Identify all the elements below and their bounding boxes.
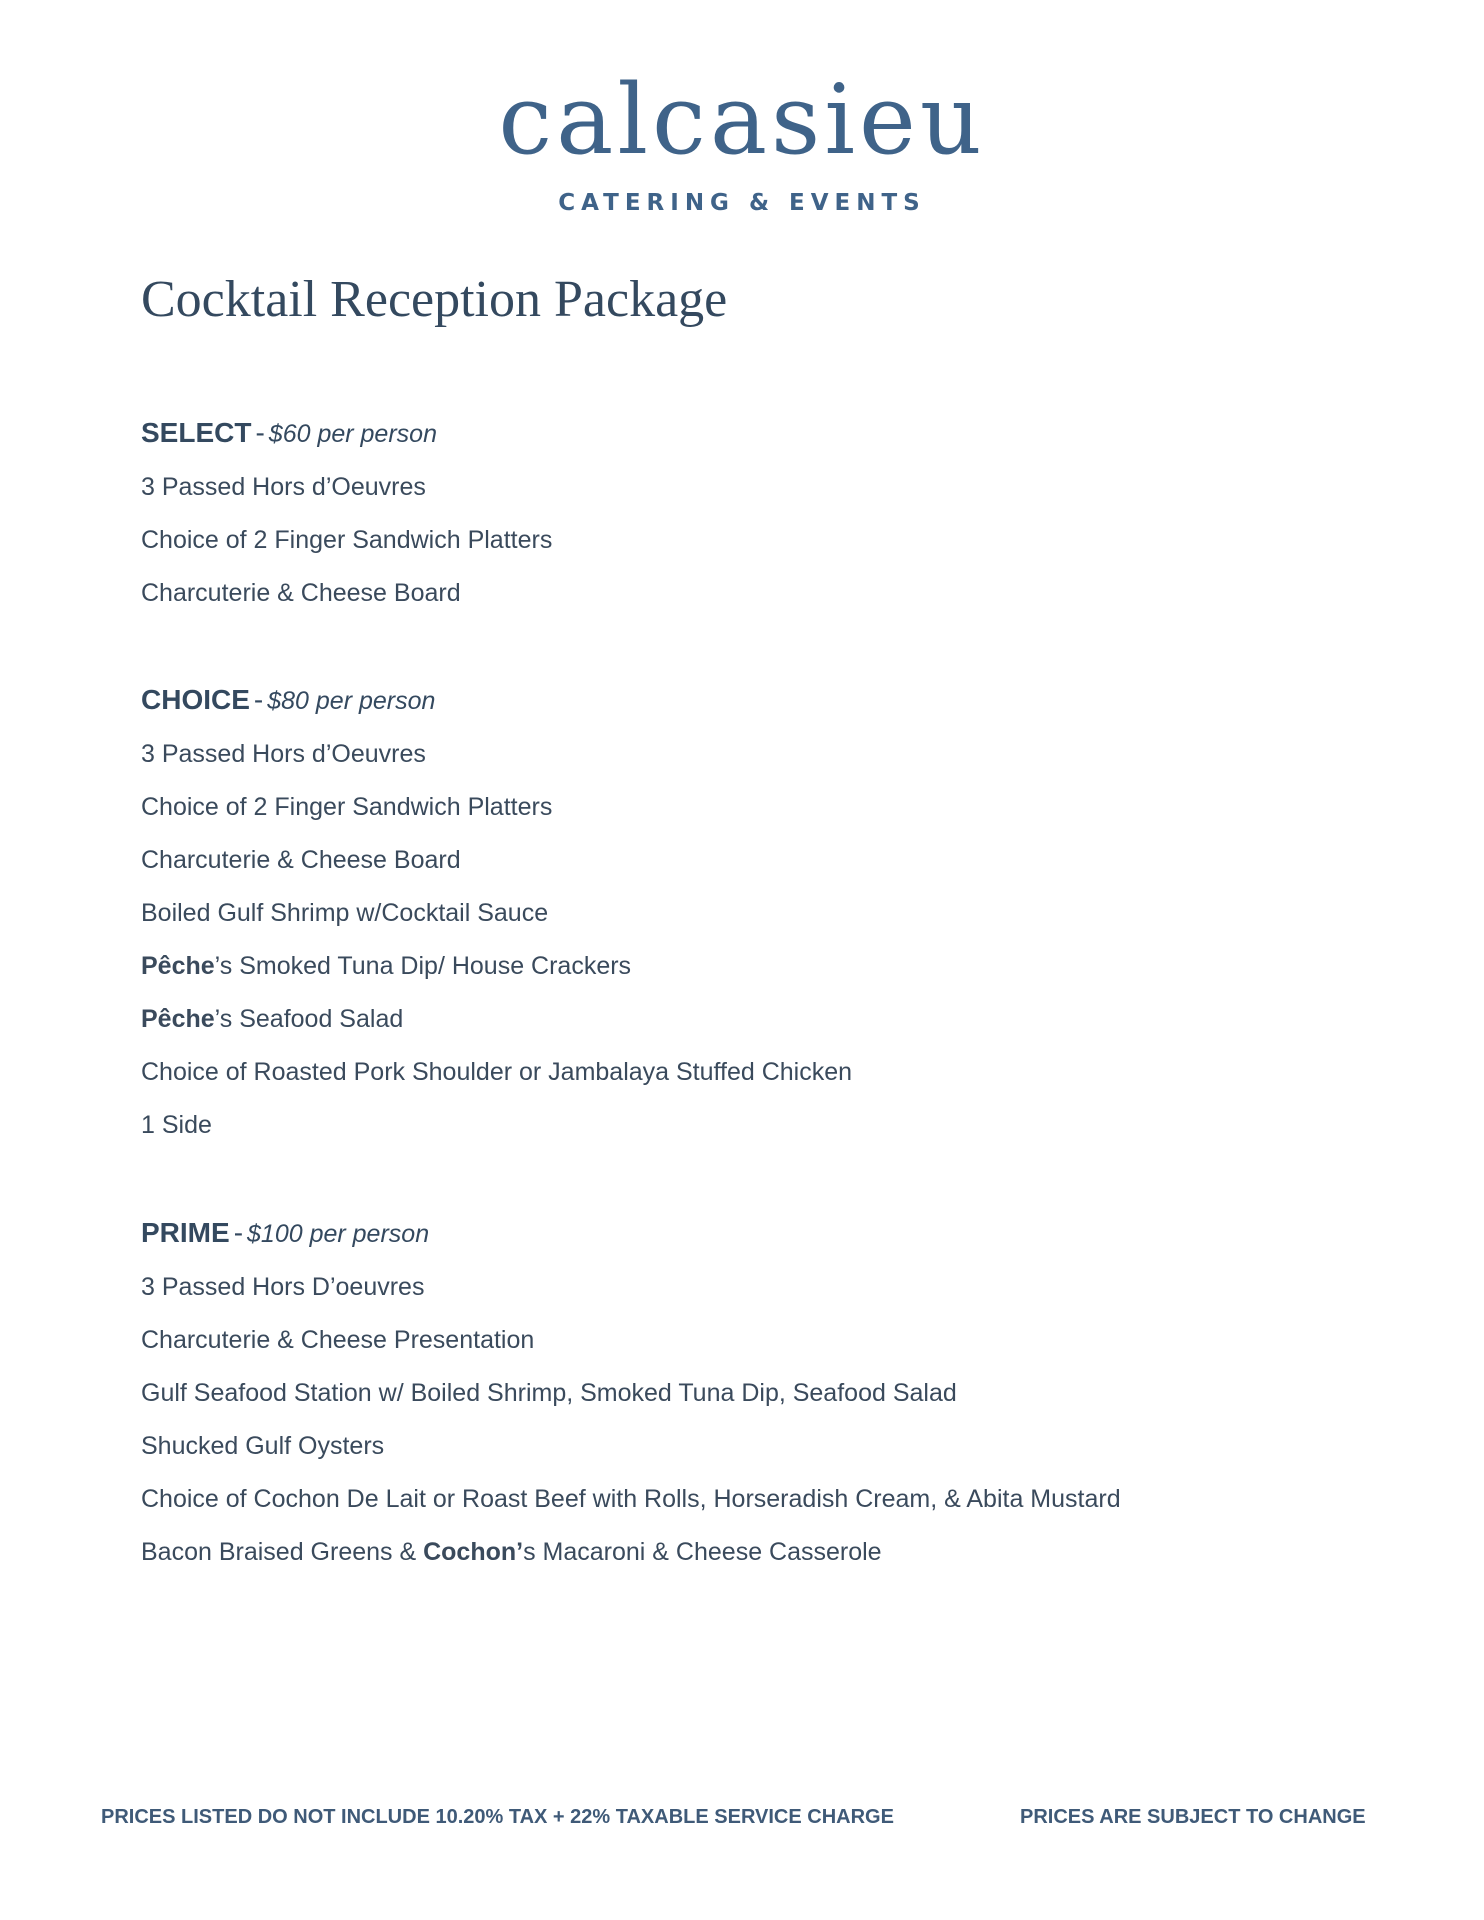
item-bold-name: Cochon’ (423, 1538, 524, 1566)
list-item (141, 1002, 852, 1055)
package-separator: - (233, 1217, 244, 1248)
package-separator: - (253, 684, 264, 715)
logo (0, 48, 1484, 216)
list-item: Shucked Gulf Oysters (141, 1432, 385, 1460)
list-item: Charcuterie & Cheese Presentation (141, 1326, 535, 1354)
list-item: Gulf Seafood Station w/ Boiled Shrimp, Smoked Tuna Dip, Seafood Salad (141, 1379, 957, 1407)
item-text: ’s Seafood Salad (214, 1005, 404, 1033)
package-price: $80 per person (267, 687, 436, 715)
list-item: 3 Passed Hors d’Oeuvres (141, 740, 426, 768)
logo-subtitle: CATERING & EVENTS (558, 190, 926, 216)
list-item: Choice of 2 Finger Sandwich Platters (141, 526, 553, 554)
package-select (141, 416, 552, 629)
list-item: Boiled Gulf Shrimp w/Cocktail Sauce (141, 899, 549, 927)
item-text: ’s Smoked Tuna Dip/ House Crackers (214, 952, 632, 980)
page-title: Cocktail Reception Package (141, 271, 728, 328)
list-item: Choice of Cochon De Lait or Roast Beef with Rolls, Horseradish Cream, & Abita Mustard (141, 1485, 1121, 1513)
package-name: PRIME (141, 1217, 230, 1248)
logo-wordmark: calcasieu (498, 64, 986, 176)
package-name: CHOICE (141, 684, 250, 715)
list-item: 3 Passed Hors D’oeuvres (141, 1273, 425, 1301)
list-item: 3 Passed Hors d’Oeuvres (141, 473, 426, 501)
list-item (141, 1535, 1121, 1588)
list-item: Choice of 2 Finger Sandwich Platters (141, 793, 553, 821)
list-item: Choice of Roasted Pork Shoulder or Jambalaya Stuffed Chicken (141, 1058, 853, 1086)
footer-price-note: PRICES ARE SUBJECT TO CHANGE (1020, 1806, 1366, 1828)
item-text: s Macaroni & Cheese Casserole (523, 1538, 882, 1566)
package-header (141, 1216, 1121, 1250)
package-header (141, 416, 552, 450)
package-separator: - (255, 417, 265, 448)
item-bold-name: Pêche (141, 952, 215, 980)
list-item: 1 Side (141, 1111, 212, 1139)
item-text-prefix: Bacon Braised Greens & (141, 1538, 424, 1566)
list-item (141, 949, 852, 1002)
package-header (141, 683, 852, 717)
package-choice (141, 683, 852, 1161)
package-prime (141, 1216, 1121, 1588)
item-bold-name: Pêche (141, 1005, 215, 1033)
list-item: Charcuterie & Cheese Board (141, 579, 461, 607)
package-name: SELECT (141, 417, 252, 448)
package-price: $60 per person (268, 420, 437, 448)
package-price: $100 per person (247, 1220, 430, 1248)
list-item: Charcuterie & Cheese Board (141, 846, 461, 874)
footer-tax-note: PRICES LISTED DO NOT INCLUDE 10.20% TAX + 22% TAXABLE SERVICE CHARGE (101, 1806, 894, 1828)
